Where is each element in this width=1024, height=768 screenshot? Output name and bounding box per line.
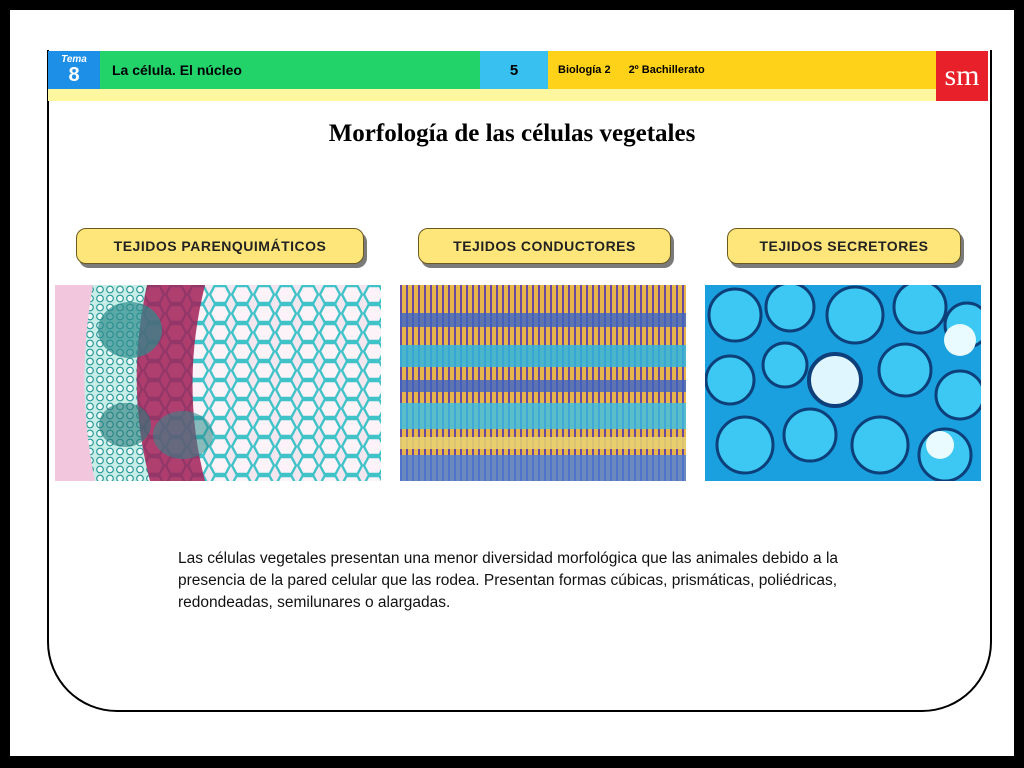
secretory-tissue-micrograph xyxy=(705,285,981,481)
description-paragraph: Las células vegetales presentan una menor diversidad morfológica que las animales debido a la presencia de la pared celular que las rodea. Presentan formas cúbicas, prismáticas, poliédricas, redondeadas, semilunares o alargadas. xyxy=(178,550,839,611)
category-button-parenquimaticos[interactable]: TEJIDOS PARENQUIMÁTICOS xyxy=(76,228,364,264)
publisher-logo: sm xyxy=(936,51,988,101)
header-underline xyxy=(48,89,936,101)
category-button-secretores[interactable]: TEJIDOS SECRETORES xyxy=(727,228,961,264)
page-title: Morfología de las células vegetales xyxy=(328,120,696,147)
course-bar xyxy=(548,51,936,89)
page-number: 5 xyxy=(480,51,548,89)
conductive-tissue-micrograph xyxy=(400,285,686,481)
parenchyma-micrograph xyxy=(55,285,381,481)
category-button-conductores[interactable]: TEJIDOS CONDUCTORES xyxy=(418,228,671,264)
level-label: 2º Bachillerato xyxy=(628,64,705,76)
slide xyxy=(10,10,1014,756)
tema-label: Tema xyxy=(61,54,87,65)
subject-label: Biología 2 xyxy=(558,64,611,76)
unit-title: La célula. El núcleo xyxy=(112,62,242,78)
unit-title-bar xyxy=(100,51,480,89)
tema-number: 8 xyxy=(68,64,80,86)
tema-badge xyxy=(48,51,100,89)
